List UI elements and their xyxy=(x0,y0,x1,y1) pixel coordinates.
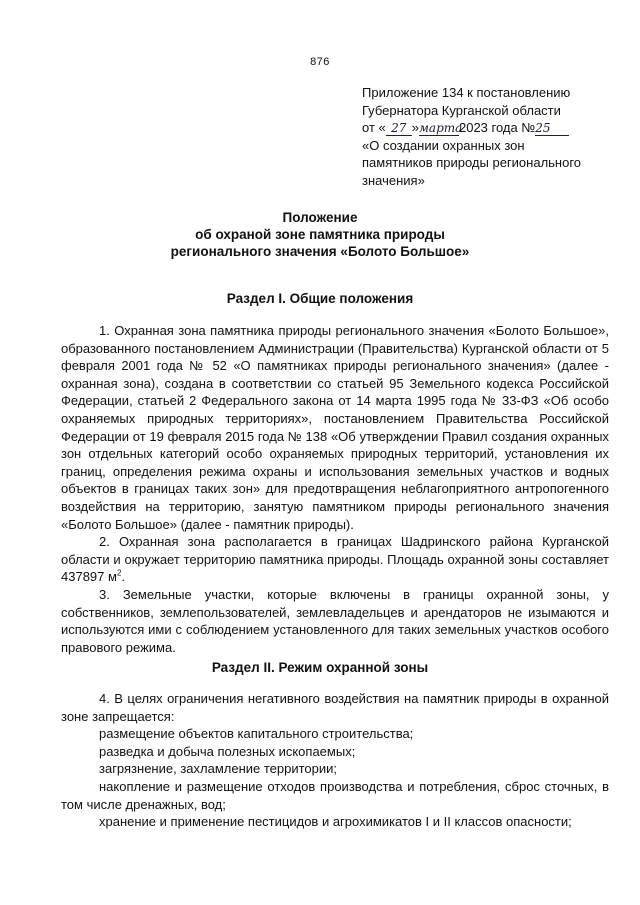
paragraph-1: 1. Охранная зона памятника природы регионального значения «Болото Большое», образованного постановлением Администрации (Правительства) Курганской области от 5 февраля 2001 года № 52 «О памятниках природы регионального значения» (далее - охранная зона), создана в соответствии со статьей 95 Земельного кодекса Российской Федерации, статьей 2 Федерального закона от 14 марта 1995 года № 33-ФЗ «Об особо охраняемых природных территориях», постановлением Правительства Российской Федерации от 19 февраля 2015 года № 138 «Об утверждении Правил создания охранных зон отдельных категорий особо охраняемых природных территорий, установления их границ, определения режима охраны и использования земельных участков и водных объектов в границах таких зон» для предотвращения неблагоприятного антропогенного воздействия на территорию, занятую памятником природы регионального значения «Болото Большое» (далее - памятник природы). xyxy=(61,323,609,532)
paragraph-2-end: . xyxy=(121,569,126,585)
title-line-1: Положение xyxy=(282,210,358,225)
annex-subject-1: «О создании охранных зон xyxy=(362,137,525,153)
date-prefix: от « xyxy=(362,120,386,135)
list-item: накопление и размещение отходов производства и потребления, сброс сточных, в том числе дренажных, вод; xyxy=(61,778,609,812)
annex-line-1: Приложение 134 к постановлению xyxy=(362,85,571,100)
annex-header xyxy=(362,84,622,189)
paragraph-2 xyxy=(61,533,609,586)
annex-subject-2: памятников природы регионального xyxy=(362,155,582,170)
list-item: разведка и добыча полезных ископаемых; xyxy=(99,743,356,759)
section-1-heading: Раздел I. Общие положения xyxy=(226,291,414,306)
quote-close: » xyxy=(411,120,419,135)
title-line-2: об охраной зоне памятника природы xyxy=(195,227,445,242)
paragraph-2-text: 2. Охранная зона располагается в границах Шадринского района Курганской области и окружает территорию памятника природы. Площадь охранной зоны составляет 437897 м xyxy=(61,534,609,585)
square-superscript: 2 xyxy=(116,568,122,578)
annex-date-line xyxy=(362,119,622,137)
annex-subject-3: значения» xyxy=(362,172,425,188)
annex-line-2: Губернатора Курганской области xyxy=(362,102,561,118)
year-text: 2023 года № xyxy=(458,120,536,135)
section-1-body xyxy=(61,322,609,656)
handwritten-number: 25 xyxy=(535,122,569,136)
list-item: загрязнение, захламление территории; xyxy=(99,761,338,777)
section-2-body xyxy=(61,690,609,831)
handwritten-day: 27 xyxy=(386,122,412,136)
list-item: хранение и применение пестицидов и агрохимикатов I и II классов опасности; xyxy=(99,814,572,830)
paragraph-4: 4. В целях ограничения негативного воздействия на памятник природы в охранной зоне запрещается: xyxy=(61,691,609,724)
paragraph-3: 3. Земельные участки, которые включены в границы охранной зоны, у собственников, землепользователей, землевладельцев и арендаторов не изымаются и используются ими с соблюдением установленного для таких земельных участков особого правового режима. xyxy=(61,586,609,655)
list-item: размещение объектов капитального строительства; xyxy=(99,726,414,742)
section-2-heading: Раздел II. Режим охранной зоны xyxy=(211,660,429,675)
title-line-3: регионального значения «Болото Большое» xyxy=(170,244,470,259)
page-number: 876 xyxy=(310,56,330,68)
handwritten-month: марта xyxy=(418,121,463,135)
document-title xyxy=(0,209,640,260)
